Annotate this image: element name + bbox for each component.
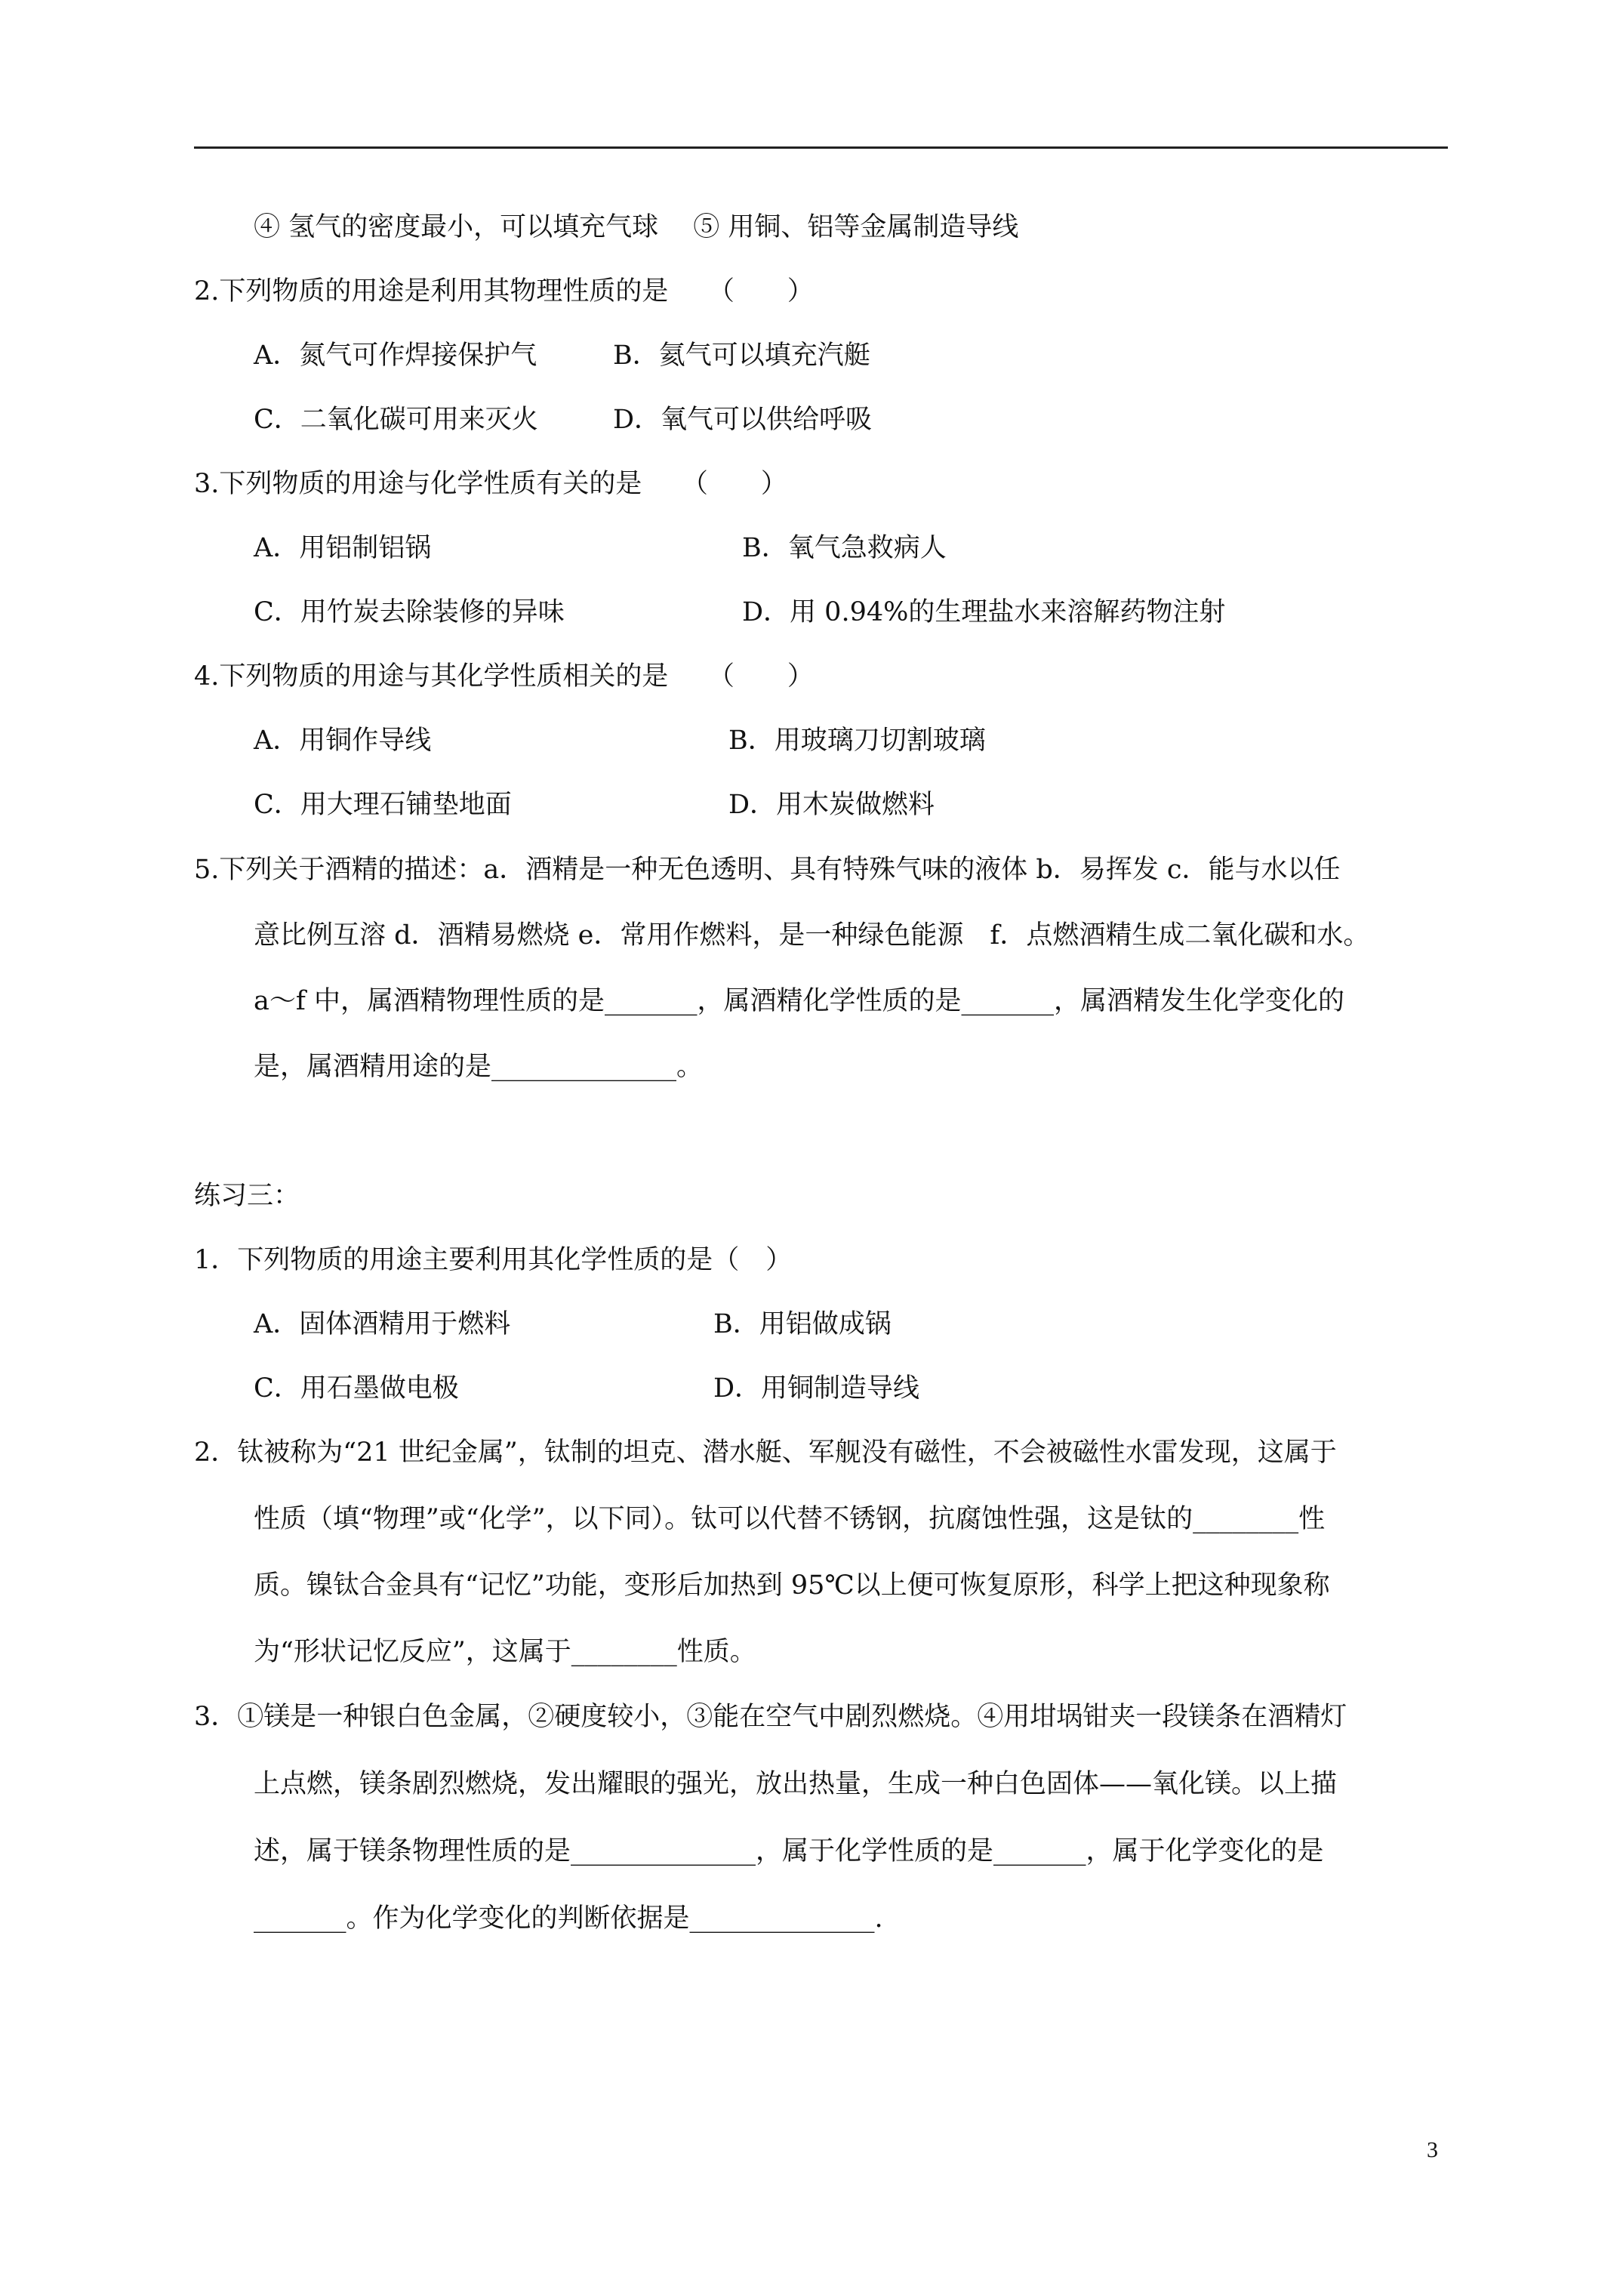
ex3-q2-line4: 为“形状记忆反应”，这属于________性质。 — [254, 1637, 756, 1667]
q3-option-c: C．用竹炭去除装修的异味 — [254, 597, 565, 627]
q4-stem: 4.下列物质的用途与其化学性质相关的是 （ ） — [194, 661, 814, 692]
q5-stem-line4: 是，属酒精用途的是______________。 — [254, 1052, 704, 1082]
q2-option-d: D．氧气可以供给呼吸 — [613, 405, 873, 435]
q2-option-a: A．氮气可作焊接保护气 — [254, 341, 537, 371]
q1-options-continued: ④ 氢气的密度最小，可以填充气球 ⑤ 用铜、铝等金属制造导线 — [254, 212, 1019, 242]
page-number: 3 — [1427, 2137, 1438, 2162]
q3-option-d: D．用 0.94%的生理盐水来溶解药物注射 — [742, 597, 1226, 627]
ex3-q1-option-b: B．用铝做成锅 — [713, 1309, 892, 1339]
q4-option-b: B．用玻璃刀切割玻璃 — [728, 726, 986, 756]
q4-option-d: D．用木炭做燃料 — [728, 790, 935, 820]
ex3-q2-line3: 质。镍钛合金具有“记忆”功能，变形后加热到 95℃以上便可恢复原形，科学上把这种现象称 — [254, 1570, 1330, 1601]
ex3-q2-line2: 性质（填“物理”或“化学”，以下同）。钛可以代替不锈钢，抗腐蚀性强，这是钛的________性 — [254, 1504, 1326, 1534]
q3-option-b: B．氧气急救病人 — [742, 533, 947, 563]
q5-stem-line2: 意比例互溶 d．酒精易燃烧 e．常用作燃料，是一种绿色能源 f．点燃酒精生成二氧化碳和水。 — [254, 920, 1370, 951]
ex3-q1-option-c: C．用石墨做电极 — [254, 1373, 459, 1404]
ex3-q1-option-a: A．固体酒精用于燃料 — [254, 1309, 511, 1339]
q2-stem: 2.下列物质的用途是利用其物理性质的是 （ ） — [194, 276, 814, 307]
ex3-q1-option-d: D．用铜制造导线 — [713, 1373, 920, 1404]
header-rule — [194, 146, 1448, 149]
q4-option-c: C．用大理石铺垫地面 — [254, 790, 512, 820]
ex3-q2-line1: 2．钛被称为“21 世纪金属”，钛制的坦克、潜水艇、军舰没有磁性，不会被磁性水雷发现，这属于 — [194, 1438, 1337, 1468]
ex3-q3-line4: _______。作为化学变化的判断依据是______________. — [254, 1903, 883, 1934]
q5-stem-line1: 5.下列关于酒精的描述：a．酒精是一种无色透明、具有特殊气味的液体 b．易挥发 c．能与水以任 — [194, 855, 1341, 885]
ex3-q1-stem: 1．下列物质的用途主要利用其化学性质的是（ ） — [194, 1245, 793, 1275]
q3-option-a: A．用铝制铝锅 — [254, 533, 432, 563]
ex3-q3-line1: 3．①镁是一种银白色金属，②硬度较小，③能在空气中剧烈燃烧。④用坩埚钳夹一段镁条在酒精灯 — [194, 1702, 1347, 1732]
q2-option-b: B．氦气可以填充汽艇 — [613, 341, 870, 371]
q4-option-a: A．用铜作导线 — [254, 726, 432, 756]
ex3-q3-line3: 述，属于镁条物理性质的是______________，属于化学性质的是_______，属于化学变化的是 — [254, 1836, 1324, 1866]
ex3-q3-line2: 上点燃，镁条剧烈燃烧，发出耀眼的强光，放出热量，生成一种白色固体——氧化镁。以上描 — [254, 1769, 1338, 1799]
q2-option-c: C．二氧化碳可用来灭火 — [254, 405, 538, 435]
q3-stem: 3.下列物质的用途与化学性质有关的是 （ ） — [194, 469, 787, 499]
q5-stem-line3: a～f 中，属酒精物理性质的是_______，属酒精化学性质的是_______，属酒精发生化学变化的 — [254, 986, 1344, 1016]
exercise-three-heading: 练习三： — [194, 1181, 300, 1211]
